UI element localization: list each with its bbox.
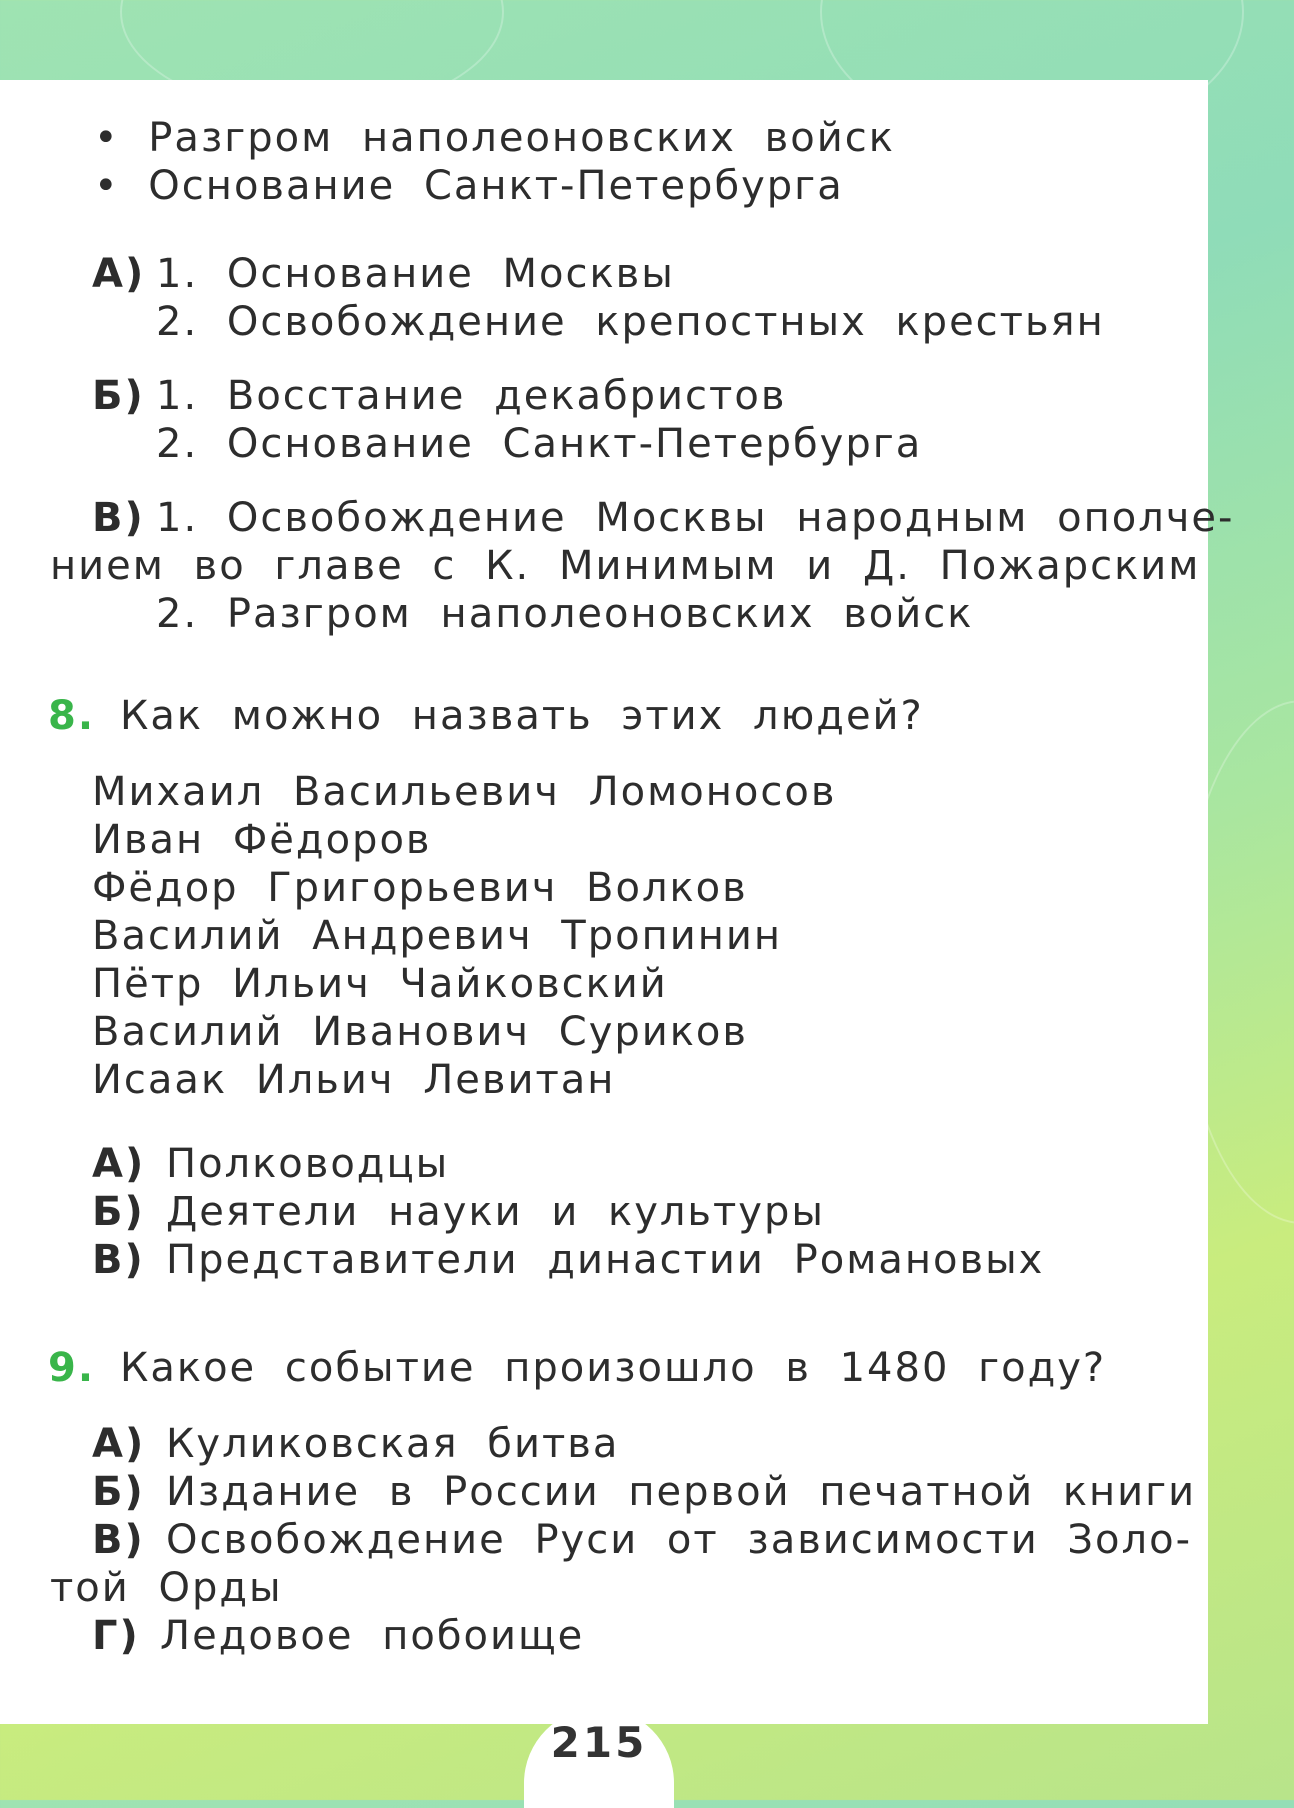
question-text: Как можно назвать этих людей? — [120, 693, 924, 739]
person-name: Василий Иванович Суриков — [92, 1009, 748, 1055]
option-label: В) — [92, 1237, 145, 1283]
option-label: А) — [92, 1141, 146, 1187]
page-number: 215 — [550, 1718, 648, 1767]
option-text: Куликовская битва — [166, 1421, 620, 1467]
option-text: Деятели науки и культуры — [166, 1189, 825, 1235]
option-label: А) — [92, 1421, 146, 1467]
option-label: В) — [92, 495, 145, 541]
option-text: Представители династии Романовых — [166, 1237, 1045, 1283]
option-label: Г) — [92, 1613, 140, 1659]
option-line: 1. Восстание декабристов — [156, 373, 787, 419]
option-text: Освобождение Руси от зависимости Золо- — [166, 1517, 1193, 1563]
question-number: 9. — [48, 1345, 96, 1391]
page-card — [0, 80, 1235, 1724]
option-line: 1. Основание Москвы — [156, 251, 675, 297]
bullet-item: • Разгром наполеоновских войск — [94, 115, 895, 161]
option-line: 2. Разгром наполеоновских войск — [156, 591, 974, 637]
option-text: Полководцы — [166, 1141, 450, 1187]
option-line: 2. Освобождение крепостных крестьян — [156, 299, 1105, 345]
option-label: А) — [92, 251, 146, 297]
option-label: Б) — [92, 1469, 145, 1515]
person-name: Фёдор Григорьевич Волков — [92, 865, 748, 911]
option-text-continued: той Орды — [50, 1565, 283, 1611]
option-label: Б) — [92, 1189, 145, 1235]
option-line: 1. Освобождение Москвы народным ополче- — [156, 495, 1235, 541]
option-line: нием во главе с К. Минимым и Д. Пожарским — [50, 543, 1201, 589]
person-name: Василий Андревич Тропинин — [92, 913, 783, 959]
bullet-item: • Основание Санкт-Петербурга — [94, 163, 844, 209]
person-name: Михаил Васильевич Ломоносов — [92, 769, 837, 815]
option-label: Б) — [92, 373, 145, 419]
option-label: В) — [92, 1517, 145, 1563]
option-text: Издание в России первой печатной книги — [166, 1469, 1197, 1515]
question-number: 8. — [48, 693, 96, 739]
person-name: Иван Фёдоров — [92, 817, 432, 863]
person-name: Исаак Ильич Левитан — [92, 1057, 616, 1103]
question-text: Какое событие произошло в 1480 году? — [120, 1345, 1107, 1391]
option-text: Ледовое побоище — [160, 1613, 585, 1659]
option-line: 2. Основание Санкт-Петербурга — [156, 421, 923, 467]
person-name: Пётр Ильич Чайковский — [92, 961, 668, 1007]
